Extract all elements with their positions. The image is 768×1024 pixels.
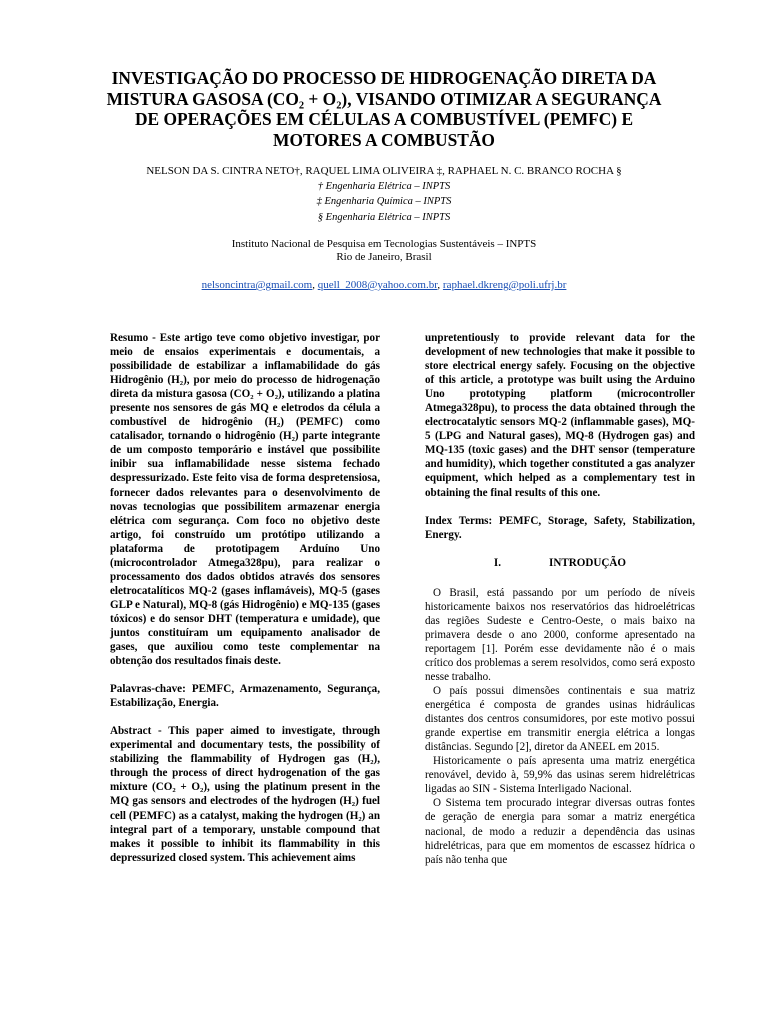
author-list: NELSON DA S. CINTRA NETO†, RAQUEL LIMA OLIVEIRA ‡, RAPHAEL N. C. BRANCO ROCHA § <box>146 165 622 177</box>
email-link-1[interactable]: nelsoncintra@gmail.com <box>201 279 313 291</box>
abstract-paragraph-end: unpretentiously to provide relevant data for the development of new technologies that make it possible to store electrical energy safely. Focusing on the objective of this article, a prototype was built using the Arduino Uno prototyping platform (microcontroller Atmega328pu), to process the data obtained through the electrocatalytic sensors MQ-2 (inflammable gases), MQ-5 (LPG and Natural gases), MQ-8 (Hydrogen gas) and MQ-135 (toxic gases) and the DHT sensor (temperature and humidity), which together constituted a gas analyzer equipment, which helped as a complementary test in obtaining the final results of this one. <box>425 332 695 499</box>
institution-block <box>60 238 708 264</box>
abstract-paragraph-start: Abstract - This paper aimed to investigate, through experimental and documentary tests, the possibility of stabilizing the flammability of Hydrogen gas (H₂), through the process of direct hydrogenation of the gas mixture (CO₂ + O₂), using the platinum present in the MQ gas sensors and electrodes of the hydrogen (H₂) fuel cell (PEMFC) as a catalyst, making the hydrogen (H₂) an integral part of a temporary, unstable compound that makes it possible to inhibit its flammability in this depressurized closed system. This achievement aims <box>110 725 380 864</box>
institution-name: Instituto Nacional de Pesquisa em Tecnologias Sustentáveis – INPTS <box>231 238 537 250</box>
index-terms: Index Terms: PEMFC, Storage, Safety, Stabilization, Energy. <box>425 514 695 541</box>
right-column <box>425 331 695 867</box>
intro-paragraph-1: O Brasil, está passando por um período de níveis historicamente baixos nos reservatórios das hidroelétricas das regiões Sudeste e Centro-Oeste, o mais baixo na primavera desde o ano 2000, conforme apresentado na reportagem [1]. Porém esse devidamente não é o mais crítico dos problemas a serem resolvidos, como será exposto nesse trabalho. <box>425 586 695 683</box>
left-column <box>110 331 380 865</box>
email-link-2[interactable]: quell_2008@yahoo.com.br <box>317 279 438 291</box>
section-number: I. <box>493 556 502 569</box>
palavras-chave: Palavras-chave: PEMFC, Armazenamento, Segurança, Estabilização, Energia. <box>110 683 380 710</box>
intro-paragraph-3: Historicamente o país apresenta uma matriz energética renovável, devido à, 59,9% das usinas serem hidrelétricas ligadas ao SIN - Sistema Interligado Nacional. <box>425 755 695 796</box>
institution-location: Rio de Janeiro, Brasil <box>336 251 432 263</box>
section-heading <box>425 556 695 570</box>
affiliation-1: † Engenharia Elétrica – INPTS <box>317 181 451 192</box>
resumo-paragraph: Resumo - Este artigo teve como objetivo investigar, por meio de ensaios experimentais e documentais, a possibilidade de estabilizar a inflamabilidade do gás Hidrogênio (H₂), por meio do processo de hidrogenação direta da mistura gasosa (CO₂ + O₂), utilizando a platina presente nos sensores de gás MQ e eletrodos da célula a combustível de hidrogênio (H₂) (PEMFC) como catalisador, tornando o hidrogênio (H₂) parte integrante de um composto temporário e instável que possibilite inibir sua inflamabilidade nesse sistema fechado despressurizado. Este feito visa de forma despretensiosa, fornecer dados relevantes para o desenvolvimento de novas tecnologias que possibilitem armazenar energia elétrica com segurança. Com foco no objetivo deste artigo, foi construído um protótipo utilizando a plataforma de prototipagem Arduíno Uno (microcontrolador Atmega328pu), para realizar o processamento dos dados obtidos através dos sensores eletrocatalíticos MQ-2 (gases inflamáveis), MQ-5 (gases GLP e Natural), MQ-8 (gás Hidrogênio) e MQ-135 (gases tóxicos) e do sensor DHT (temperatura e umidade), que juntos constituíram um equipamento analisador de gases, que auxiliou como teste complementar na obtenção dos resultados finais deste. <box>110 332 381 668</box>
affiliation-2: ‡ Engenharia Química – INPTS <box>316 196 452 207</box>
email-link-3[interactable]: raphael.dkreng@poli.ufrj.br <box>442 279 567 291</box>
intro-paragraph-4: O Sistema tem procurado integrar diversas outras fontes de geração de energia para somar a matriz energética nacional, de modo a reduzir a dependência das usinas hidrelétricas, para que em momentos de escassez hídrica o país não tenha que <box>425 797 695 866</box>
affiliation-3: § Engenharia Elétrica – INPTS <box>317 212 451 223</box>
paper-title: INVESTIGAÇÃO DO PROCESSO DE HIDROGENAÇÃO DIRETA DA MISTURA GASOSA (CO₂ + O₂), VISANDO OTIMIZAR A SEGURANÇA DE OPERAÇÕES EM CÉLULAS A COMBUSTÍVEL (PEMFC) E MOTORES A COMBUSTÃO <box>106 68 662 150</box>
intro-paragraph-2: O país possui dimensões continentais e sua matriz energética é composta de grandes usinas hidráulicas distantes dos centros consumidores, por este motivo possui grande expertise em transmitir energia elétrica a longas distâncias. Segundo [2], diretor da ANEEL em 2015. <box>425 685 695 754</box>
section-title: INTRODUÇÃO <box>549 556 627 569</box>
email-list: nelsoncintra@gmail.com, quell_2008@yahoo.com.br, raphael.dkreng@poli.ufrj.br <box>201 279 567 291</box>
